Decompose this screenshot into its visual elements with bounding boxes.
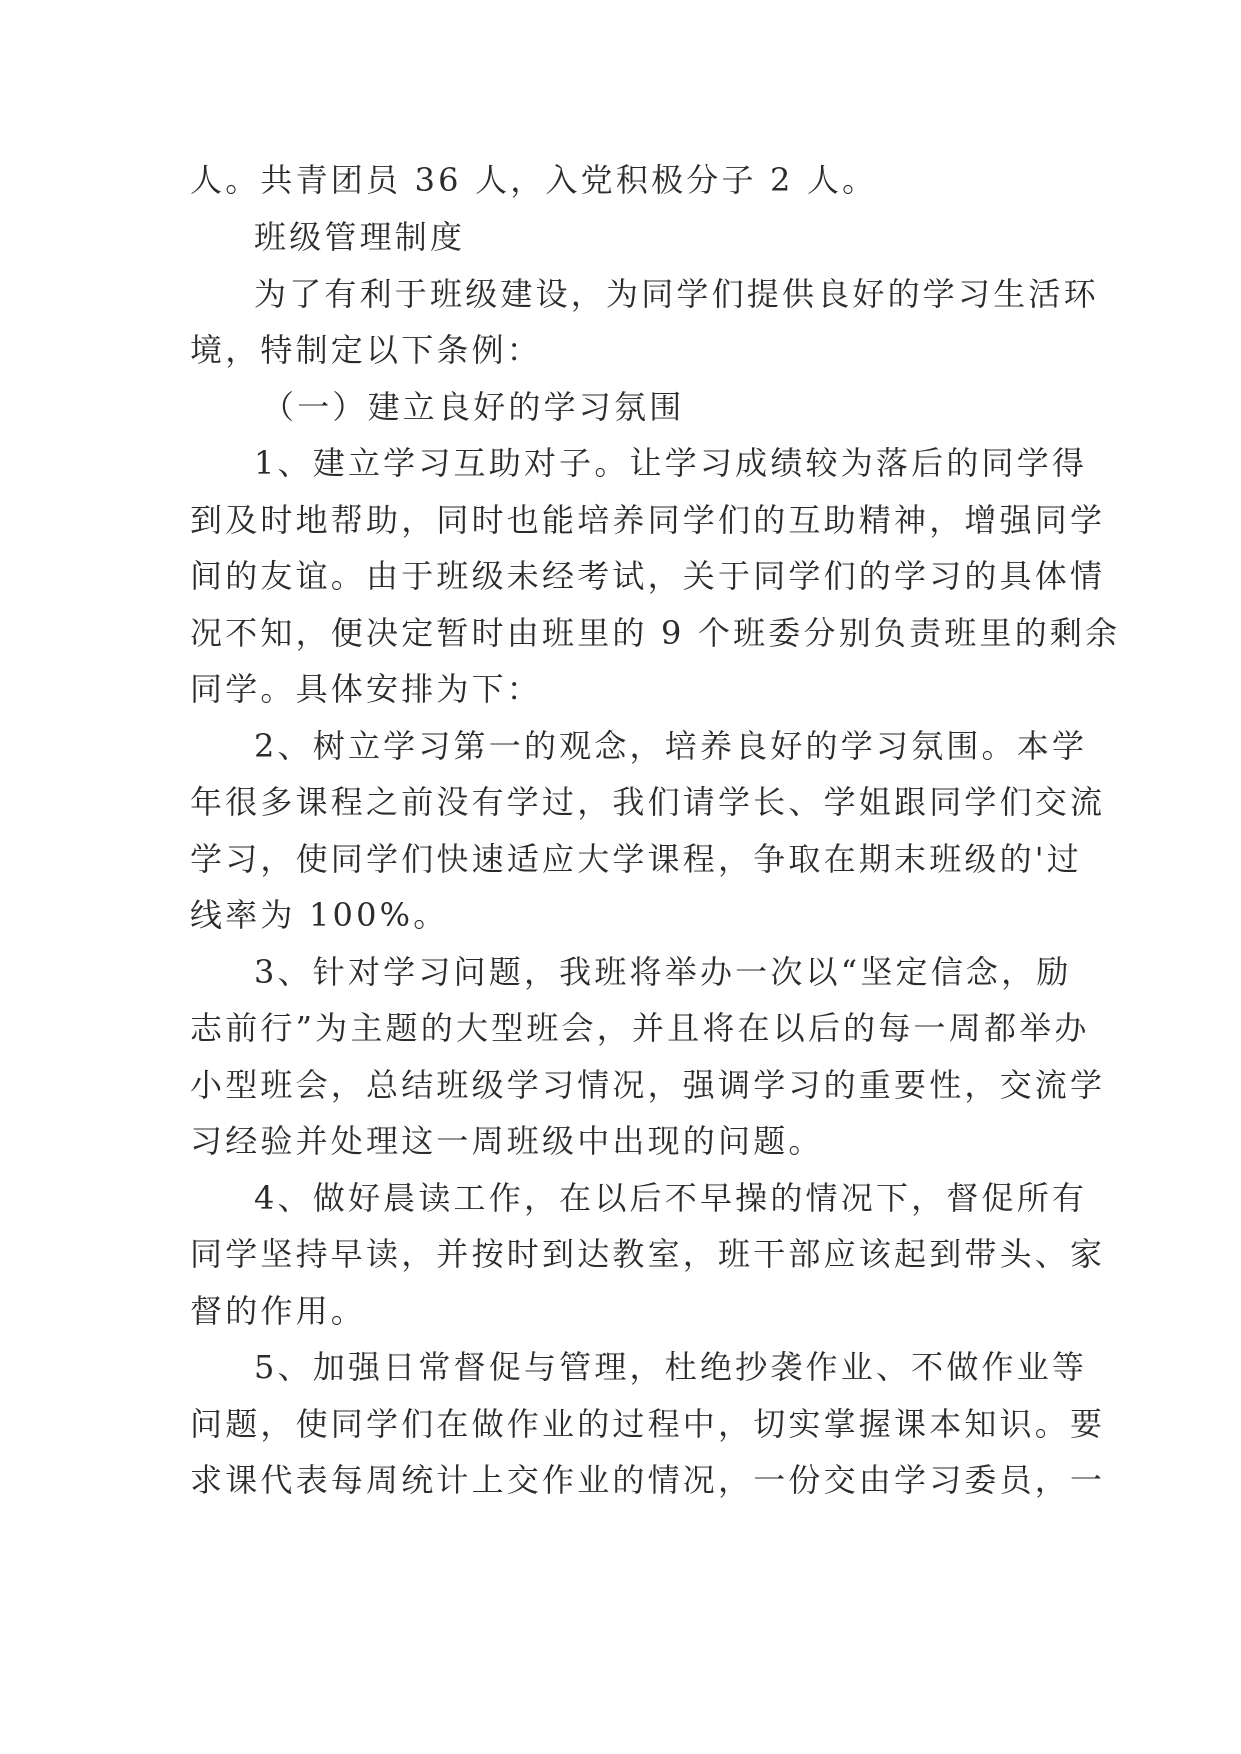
paragraph-line: 5、加强日常督促与管理，杜绝抄袭作业、不做作业等 [254, 1348, 1088, 1386]
paragraph-line: 境，特制定以下条例： [190, 331, 543, 369]
paragraph-line: 小型班会，总结班级学习情况，强调学习的重要性，交流学 [190, 1066, 1106, 1104]
paragraph-line: 1、建立学习互助对子。让学习成绩较为落后的同学得 [254, 444, 1088, 482]
paragraph-line: 4、做好晨读工作，在以后不早操的情况下，督促所有 [254, 1179, 1088, 1217]
paragraph-line: 线率为 100%。 [190, 896, 449, 934]
subsection-heading: （一）建立良好的学习氛围 [262, 388, 685, 426]
paragraph-line: 求课代表每周统计上交作业的情况，一份交由学习委员，一 [190, 1461, 1106, 1499]
paragraph-line: 习经验并处理这一周班级中出现的问题。 [190, 1122, 824, 1160]
paragraph-line: 况不知，便决定暂时由班里的 9 个班委分别负责班里的剩余 [190, 614, 1121, 652]
paragraph-line: 同学。具体安排为下： [190, 670, 543, 708]
paragraph-line: 问题，使同学们在做作业的过程中，切实掌握课本知识。要 [190, 1405, 1106, 1443]
paragraph-line: 同学坚持早读，并按时到达教室，班干部应该起到带头、家 [190, 1235, 1106, 1273]
paragraph-line: 2、树立学习第一的观念，培养良好的学习氛围。本学 [254, 727, 1088, 765]
section-heading: 班级管理制度 [254, 218, 466, 256]
paragraph-line: 志前行”为主题的大型班会，并且将在以后的每一周都举办 [190, 1009, 1090, 1047]
paragraph-line: 人。共青团员 36 人，入党积极分子 2 人。 [190, 161, 878, 199]
paragraph-line: 为了有利于班级建设，为同学们提供良好的学习生活环 [254, 275, 1099, 313]
paragraph-line: 学习，使同学们快速适应大学课程，争取在期末班级的'过 [190, 840, 1082, 878]
paragraph-line: 3、针对学习问题，我班将举办一次以“坚定信念，励 [254, 953, 1072, 991]
paragraph-line: 督的作用。 [190, 1292, 367, 1330]
paragraph-line: 年很多课程之前没有学过，我们请学长、学姐跟同学们交流 [190, 783, 1106, 821]
paragraph-line: 到及时地帮助，同时也能培养同学们的互助精神，增强同学 [190, 501, 1106, 539]
paragraph-line: 间的友谊。由于班级未经考试，关于同学们的学习的具体情 [190, 557, 1106, 595]
